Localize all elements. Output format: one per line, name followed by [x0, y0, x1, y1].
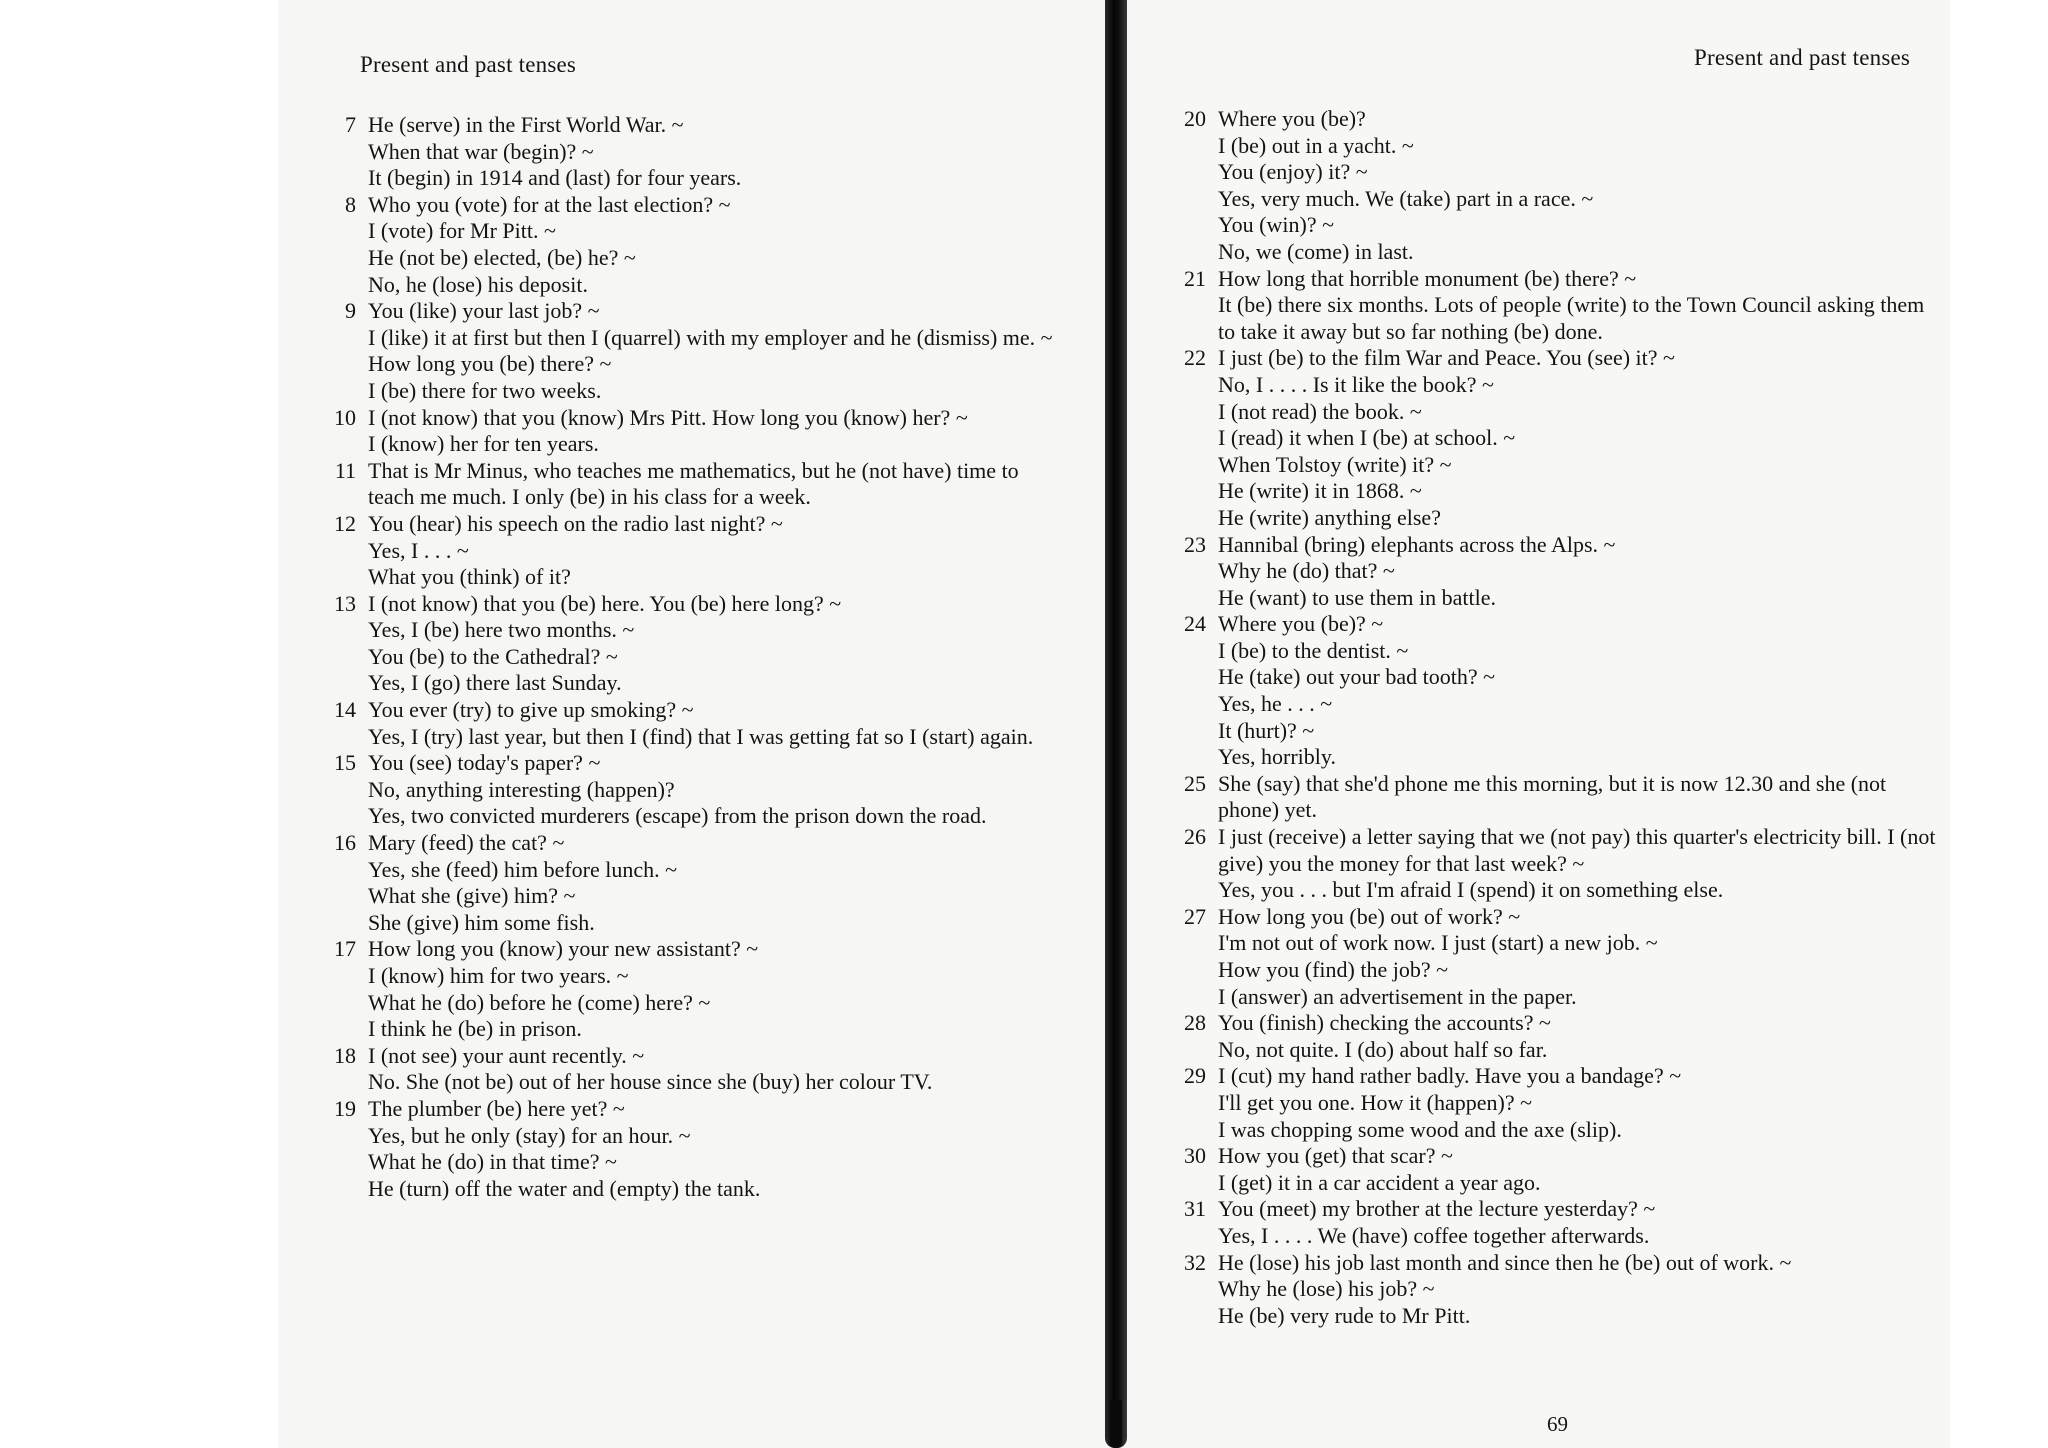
- exercise-line: He (write) it in 1868. ~: [1218, 478, 1422, 504]
- exercise-line: You (enjoy) it? ~: [1218, 159, 1368, 185]
- exercise-line: I just (receive) a letter saying that we (not pay) this quarter's electricity bill. I (not give) you the money for that last week? ~: [1218, 824, 1936, 876]
- exercise-line: I (get) it in a car accident a year ago.: [1218, 1169, 1541, 1195]
- exercise-line: I (be) to the dentist. ~: [1218, 637, 1409, 663]
- exercise-line: How you (find) the job? ~: [1218, 957, 1449, 982]
- exercise-lines: [368, 697, 1062, 750]
- exercise-lines: [368, 458, 1062, 511]
- exercise-number: 28: [1184, 1010, 1206, 1036]
- exercise-line: I (not know) that you (be) here. You (be) here long? ~: [368, 590, 842, 616]
- exercise-line: I (answer) an advertisement in the paper.: [1218, 983, 1577, 1009]
- exercise-line: Hannibal (bring) elephants across the Alps. ~: [1218, 531, 1616, 557]
- exercise-line: She (say) that she'd phone me this morning, but it is now 12.30 and she (not phone) yet.: [1218, 770, 1887, 823]
- exercise-lines: [1218, 266, 1936, 346]
- exercise-line: Yes, I (be) here two months. ~: [368, 617, 635, 643]
- exercise-number: 25: [1184, 770, 1206, 796]
- exercise-lines: [1218, 532, 1936, 612]
- exercise-lines: [368, 936, 1062, 1042]
- exercise-lines: [1218, 824, 1936, 904]
- exercise-line: He (write) anything else?: [1218, 504, 1441, 530]
- exercise-line: You (win)? ~: [1218, 212, 1335, 238]
- exercise-lines: [1218, 1250, 1936, 1330]
- exercise-line: Yes, you . . . but I'm afraid I (spend) it on something else.: [1218, 877, 1724, 903]
- exercise-number: 32: [1184, 1249, 1206, 1275]
- exercise-line: I (read) it when I (be) at school. ~: [1218, 425, 1516, 451]
- exercise-lines: [368, 830, 1062, 936]
- exercise-number: 9: [345, 298, 356, 324]
- exercise-line: When that war (begin)? ~: [368, 138, 594, 164]
- exercise-line: Yes, horribly.: [1218, 744, 1336, 770]
- exercise-item: [322, 750, 1062, 830]
- exercise-line: Yes, very much. We (take) part in a race. ~: [1218, 185, 1594, 211]
- exercise-line: What you (think) of it?: [368, 564, 571, 590]
- exercise-line: The plumber (be) here yet? ~: [368, 1095, 625, 1121]
- exercise-lines: [1218, 1010, 1936, 1063]
- exercise-item: [1178, 1196, 1936, 1249]
- exercise-line: What he (do) before he (come) here? ~: [368, 989, 711, 1015]
- exercise-number: 7: [345, 112, 356, 137]
- exercise-item: [322, 112, 1062, 192]
- exercise-line: I (vote) for Mr Pitt. ~: [368, 218, 556, 244]
- exercise-line: How long you (be) out of work? ~: [1218, 903, 1521, 929]
- exercise-line: Yes, I . . . ~: [368, 537, 469, 563]
- exercise-line: I'm not out of work now. I just (start) a new job. ~: [1218, 930, 1658, 956]
- exercise-number: 18: [334, 1042, 356, 1068]
- exercise-number: 22: [1184, 345, 1206, 371]
- exercise-line: How long you (be) there? ~: [368, 351, 612, 377]
- exercise-line: It (be) there six months. Lots of people (write) to the Town Council asking them to take it away but so far nothing (be) done.: [1218, 292, 1925, 344]
- book-spine: [1105, 0, 1127, 1448]
- exercise-item: [322, 298, 1062, 404]
- exercise-line: He (take) out your bad tooth? ~: [1218, 664, 1496, 690]
- exercise-number: 26: [1184, 824, 1206, 850]
- exercise-lines: [1218, 106, 1936, 266]
- exercise-line: What she (give) him? ~: [368, 883, 576, 909]
- exercise-line: It (hurt)? ~: [1218, 717, 1315, 743]
- exercise-lines: [368, 750, 1062, 830]
- exercise-line: You (like) your last job? ~: [368, 298, 600, 324]
- exercise-line: You (see) today's paper? ~: [368, 750, 601, 776]
- exercise-line: He (want) to use them in battle.: [1218, 584, 1496, 610]
- exercise-item: [322, 1043, 1062, 1096]
- exercise-line: Who you (vote) for at the last election? ~: [368, 191, 731, 217]
- exercise-item: [322, 1096, 1062, 1202]
- exercise-item: [1178, 106, 1936, 266]
- exercise-item: [1178, 1143, 1936, 1196]
- exercise-item: [1178, 611, 1936, 771]
- exercise-line: He (serve) in the First World War. ~: [368, 112, 684, 137]
- exercise-item: [322, 405, 1062, 458]
- exercise-lines: [368, 112, 1062, 192]
- exercise-item: [1178, 1250, 1936, 1330]
- exercise-number: 13: [334, 590, 356, 616]
- right-running-head: Present and past tenses: [1694, 45, 1911, 70]
- exercise-item: [322, 591, 1062, 697]
- exercise-line: He (not be) elected, (be) he? ~: [368, 244, 636, 270]
- exercise-line: Mary (feed) the cat? ~: [368, 830, 565, 856]
- exercise-lines: [1218, 904, 1936, 1010]
- exercise-line: What he (do) in that time? ~: [368, 1149, 617, 1175]
- exercise-lines: [1218, 1143, 1936, 1196]
- exercise-item: [322, 936, 1062, 1042]
- exercise-line: I think he (be) in prison.: [368, 1016, 582, 1042]
- exercise-number: 17: [334, 936, 356, 962]
- exercise-line: You ever (try) to give up smoking? ~: [368, 697, 694, 723]
- exercise-number: 30: [1184, 1143, 1206, 1169]
- exercise-line: I (be) there for two weeks.: [368, 377, 602, 403]
- exercise-line: No, he (lose) his deposit.: [368, 271, 588, 297]
- exercise-number: 31: [1184, 1196, 1206, 1222]
- exercise-lines: [1218, 1196, 1936, 1249]
- exercise-item: [1178, 1010, 1936, 1063]
- exercise-lines: [368, 1043, 1062, 1096]
- exercise-line: You (meet) my brother at the lecture yesterday? ~: [1218, 1196, 1656, 1222]
- exercise-line: Yes, I . . . . We (have) coffee together afterwards.: [1218, 1222, 1650, 1248]
- exercise-line: How long that horrible monument (be) there? ~: [1218, 265, 1637, 291]
- exercise-line: That is Mr Minus, who teaches me mathematics, but he (not have) time to teach me much. I only (be) in his class for a week.: [368, 457, 1019, 510]
- exercise-line: I (not read) the book. ~: [1218, 398, 1422, 424]
- left-exercise-list: [322, 112, 1062, 1202]
- exercise-item: [322, 458, 1062, 511]
- exercise-number: 29: [1184, 1063, 1206, 1089]
- exercise-line: No, anything interesting (happen)?: [368, 776, 675, 802]
- exercise-line: I was chopping some wood and the axe (slip).: [1218, 1116, 1622, 1142]
- exercise-line: No, I . . . . Is it like the book? ~: [1218, 371, 1494, 397]
- exercise-line: I (not see) your aunt recently. ~: [368, 1042, 645, 1068]
- exercise-number: 14: [334, 697, 356, 723]
- exercise-lines: [1218, 1063, 1936, 1143]
- exercise-number: 10: [334, 404, 356, 430]
- exercise-number: 19: [334, 1095, 356, 1121]
- exercise-lines: [368, 1096, 1062, 1202]
- exercise-line: No, we (come) in last.: [1218, 238, 1414, 264]
- exercise-number: 27: [1184, 903, 1206, 929]
- exercise-lines: [368, 511, 1062, 591]
- exercise-item: [322, 511, 1062, 591]
- exercise-line: No. She (not be) out of her house since she (buy) her colour TV.: [368, 1069, 933, 1095]
- exercise-number: 16: [334, 830, 356, 856]
- exercise-number: 11: [334, 457, 356, 483]
- exercise-line: I (not know) that you (know) Mrs Pitt. How long you (know) her? ~: [368, 404, 968, 430]
- exercise-number: 12: [334, 510, 356, 536]
- exercise-number: 20: [1184, 106, 1206, 131]
- exercise-number: 21: [1184, 265, 1206, 291]
- exercise-line: When Tolstoy (write) it? ~: [1218, 451, 1452, 477]
- left-running-head: Present and past tenses: [360, 52, 577, 77]
- exercise-line: It (begin) in 1914 and (last) for four years.: [368, 165, 742, 191]
- right-exercise-list: [1178, 106, 1936, 1329]
- exercise-number: 23: [1184, 531, 1206, 557]
- exercise-line: Why he (lose) his job? ~: [1218, 1276, 1435, 1302]
- exercise-item: [1178, 345, 1936, 531]
- exercise-line: Where you (be)?: [1218, 106, 1366, 131]
- exercise-line: Where you (be)? ~: [1218, 611, 1384, 637]
- exercise-line: You (hear) his speech on the radio last night? ~: [368, 510, 783, 536]
- exercise-lines: [368, 591, 1062, 697]
- exercise-item: [1178, 532, 1936, 612]
- exercise-line: Yes, I (try) last year, but then I (find) that I was getting fat so I (start) again.: [368, 723, 1034, 749]
- exercise-line: Yes, but he only (stay) for an hour. ~: [368, 1122, 691, 1148]
- exercise-line: She (give) him some fish.: [368, 909, 595, 935]
- exercise-line: No, not quite. I (do) about half so far.: [1218, 1036, 1548, 1062]
- exercise-line: You (be) to the Cathedral? ~: [368, 643, 618, 669]
- exercise-line: Yes, he . . . ~: [1218, 691, 1333, 717]
- exercise-item: [322, 697, 1062, 750]
- exercise-lines: [368, 298, 1062, 404]
- exercise-item: [1178, 1063, 1936, 1143]
- exercise-number: 24: [1184, 611, 1206, 637]
- exercise-item: [1178, 904, 1936, 1010]
- exercise-line: How long you (know) your new assistant? ~: [368, 936, 759, 962]
- book-spine-tail: [1110, 1400, 1122, 1448]
- page-number: 69: [1547, 1412, 1568, 1436]
- exercise-item: [1178, 266, 1936, 346]
- exercise-line: Why he (do) that? ~: [1218, 558, 1395, 584]
- exercise-line: I (cut) my hand rather badly. Have you a bandage? ~: [1218, 1063, 1682, 1089]
- exercise-lines: [1218, 611, 1936, 771]
- exercise-line: I just (be) to the film War and Peace. You (see) it? ~: [1218, 345, 1675, 371]
- exercise-item: [1178, 824, 1936, 904]
- exercise-line: I (know) her for ten years.: [368, 431, 599, 457]
- exercise-line: He (be) very rude to Mr Pitt.: [1218, 1302, 1471, 1328]
- exercise-line: I (be) out in a yacht. ~: [1218, 132, 1414, 158]
- exercise-line: You (finish) checking the accounts? ~: [1218, 1010, 1551, 1036]
- exercise-lines: [1218, 345, 1936, 531]
- exercise-line: Yes, two convicted murderers (escape) from the prison down the road.: [368, 803, 987, 829]
- exercise-line: How you (get) that scar? ~: [1218, 1143, 1453, 1169]
- exercise-item: [322, 192, 1062, 298]
- exercise-line: Yes, I (go) there last Sunday.: [368, 670, 622, 696]
- exercise-line: He (turn) off the water and (empty) the tank.: [368, 1175, 761, 1201]
- exercise-line: I (know) him for two years. ~: [368, 963, 629, 988]
- exercise-item: [1178, 771, 1936, 824]
- exercise-line: I'll get you one. How it (happen)? ~: [1218, 1089, 1533, 1115]
- exercise-lines: [1218, 771, 1936, 824]
- exercise-lines: [368, 405, 1062, 458]
- exercise-line: Yes, she (feed) him before lunch. ~: [368, 856, 678, 882]
- exercise-number: 8: [345, 191, 356, 217]
- exercise-lines: [368, 192, 1062, 298]
- exercise-line: He (lose) his job last month and since then he (be) out of work. ~: [1218, 1249, 1792, 1275]
- exercise-line: I (like) it at first but then I (quarrel) with my employer and he (dismiss) me. ~: [368, 324, 1053, 350]
- exercise-item: [322, 830, 1062, 936]
- exercise-number: 15: [334, 750, 356, 776]
